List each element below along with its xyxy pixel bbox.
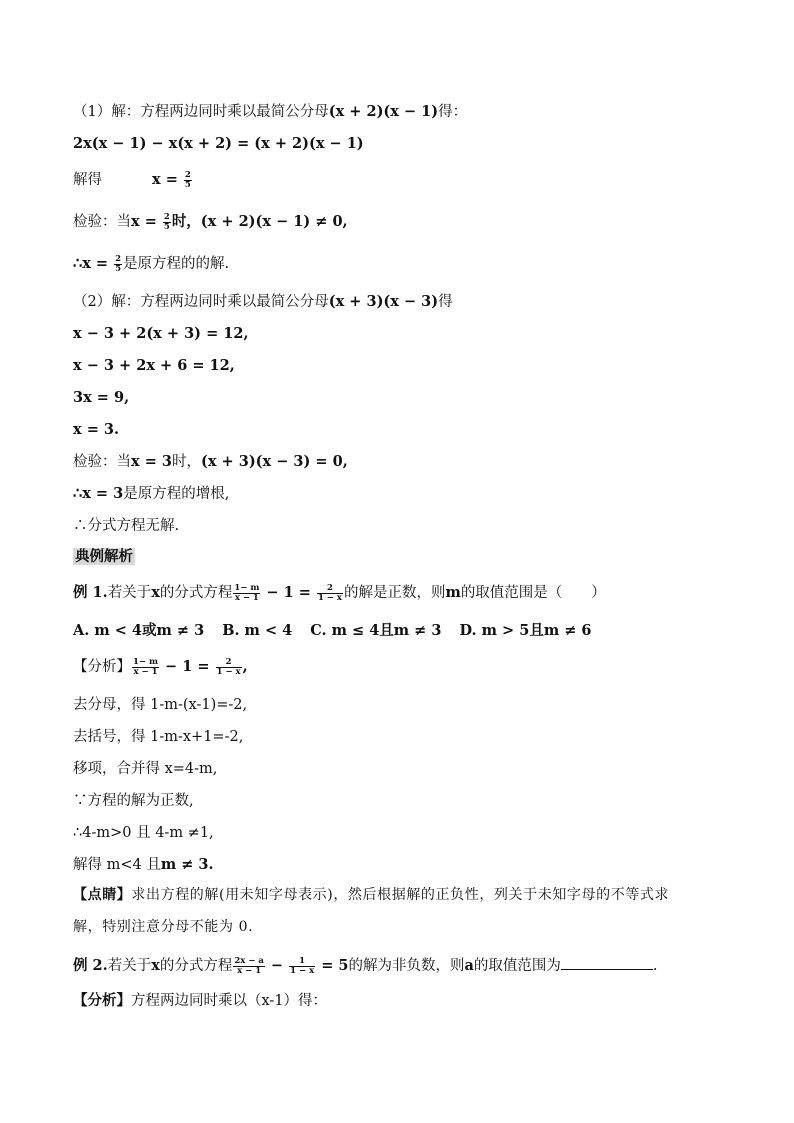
- example1-question: 例 1.若关于x的分式方程 $\frac{1- m}{x - 1}$ − 1 = $\frac{2}{1 - x}$ 的解是正数，则m的取值范围是（ ）: [73, 582, 606, 603]
- example1-step-5: ∴4-m>0 且 4-m ≠1,: [73, 825, 214, 841]
- fraction-two-fifths: $\frac{2}{5}$: [115, 253, 122, 274]
- example1-step-2: 去括号，得 1-m-x+1=-2,: [73, 729, 244, 745]
- option-a: A. m < 4或m ≠ 3: [73, 622, 205, 639]
- example1-step-4: ∵方程的解为正数,: [73, 793, 194, 809]
- option-d: D. m > 5且m ≠ 6: [459, 622, 592, 639]
- fraction-1-m-over-x-1: $\frac{1- m}{x - 1}$: [133, 656, 158, 677]
- part2-check-line: 检验：当x = 3时，(x + 3)(x − 3) = 0,: [73, 453, 348, 470]
- part1-intro-line: （1）解：方程两边同时乘以最简公分母(x + 2)(x − 1)得：: [73, 103, 468, 120]
- section-title: 典例解析: [75, 548, 133, 565]
- answer-blank[interactable]: [561, 955, 653, 970]
- part1-conclusion: ∴x = $\frac{2}{5}$ 是原方程的的解.: [73, 253, 230, 274]
- fraction-2-over-1-x: $\frac{2}{1 - x}$: [216, 656, 241, 677]
- example1-analysis-line: 【分析】 $\frac{1- m}{x - 1}$ − 1 = $\frac{2}{1 - x}$ ,: [73, 656, 248, 677]
- fraction-1-m-over-x-1: $\frac{1- m}{x - 1}$: [234, 582, 260, 603]
- example1-options: [73, 621, 592, 641]
- example1-step-6: 解得 m<4 且m ≠ 3.: [73, 856, 214, 873]
- fraction-two-fifths: $\frac{2}{5}$: [184, 169, 191, 190]
- fraction-2-over-1-x: $\frac{2}{1 - x}$: [317, 582, 342, 603]
- option-b: B. m < 4: [222, 622, 293, 639]
- part2-extraneous-root: ∴x = 3是原方程的增根,: [73, 485, 230, 502]
- fraction-two-fifths: $\frac{2}{5}$: [163, 211, 170, 232]
- part2-step-1: x − 3 + 2(x + 3) = 12,: [73, 325, 249, 342]
- part1-check-line: 检验：当x = $\frac{2}{5}$ 时，(x + 2)(x − 1) ≠ 0,: [73, 211, 348, 232]
- example1-step-3: 移项，合并得 x=4-m,: [73, 761, 218, 777]
- part2-step-2: x − 3 + 2x + 6 = 12,: [73, 357, 235, 374]
- option-c: C. m ≤ 4且m ≠ 3: [310, 622, 442, 639]
- part2-step-3: 3x = 9,: [73, 389, 130, 406]
- part1-solve-line: 解得 x = $\frac{2}{5}$: [73, 169, 191, 190]
- example1-tip-line-1: 【点睛】求出方程的解(用未知字母表示)，然后根据解的正负性，列关于未知字母的不等式求: [73, 887, 670, 903]
- example1-tip-line-2: 解，特别注意分母不能为 0.: [73, 919, 254, 935]
- fraction-2x-a-over-x-1: $\frac{2x - a}{x - 1}$: [234, 955, 264, 976]
- part1-equation: 2x(x − 1) − x(x + 2) = (x + 2)(x − 1): [73, 135, 364, 152]
- part2-intro-line: （2）解：方程两边同时乘以最简公分母(x + 3)(x − 3)得: [73, 293, 453, 310]
- part2-step-4: x = 3.: [73, 421, 120, 438]
- part2-no-solution: ∴分式方程无解.: [73, 518, 180, 534]
- example2-analysis-line: 【分析】方程两边同时乘以（x-1）得：: [73, 992, 328, 1009]
- example2-question: 例 2.若关于x的分式方程 $\frac{2x - a}{x - 1}$ − $\frac{1}{1 - x}$ = 5的解为非负数，则a的取值范围为 .: [73, 955, 658, 976]
- example1-step-1: 去分母，得 1-m-(x-1)=-2,: [73, 697, 248, 713]
- fraction-1-over-1-x: $\frac{1}{1 - x}$: [290, 955, 315, 976]
